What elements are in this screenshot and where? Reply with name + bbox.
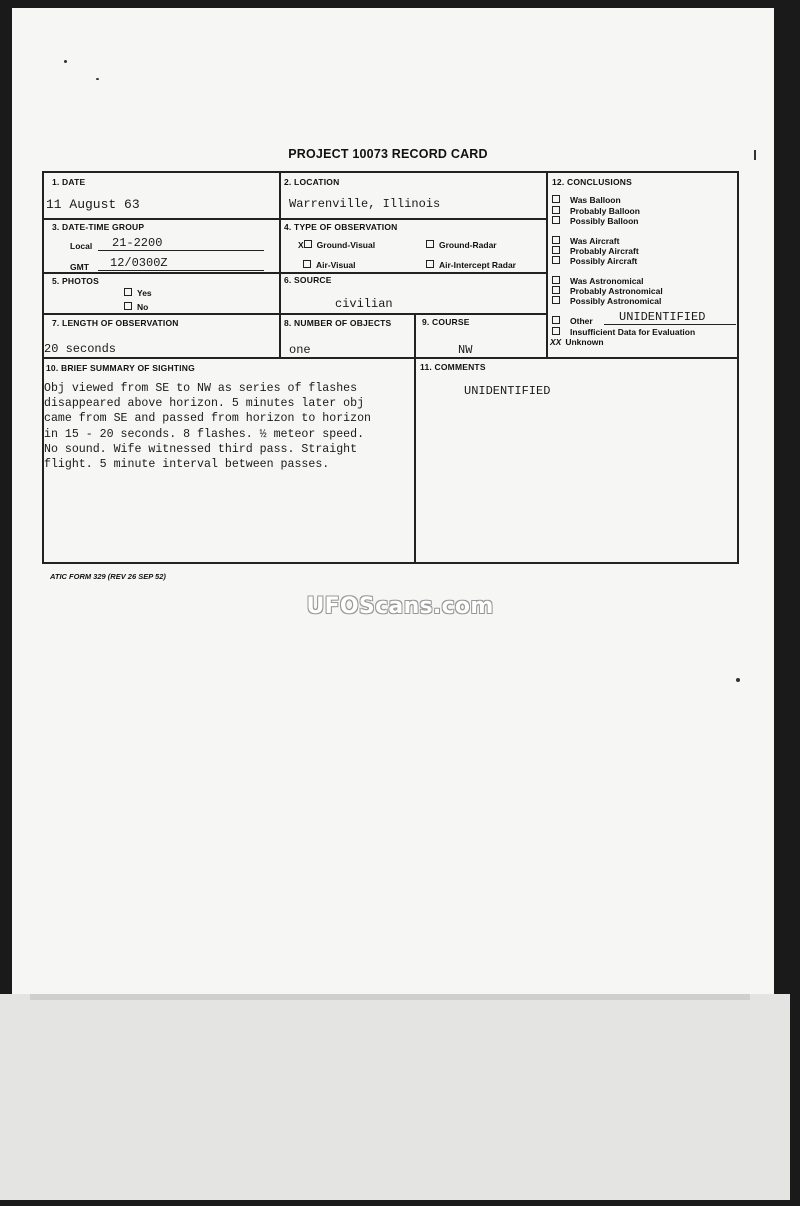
photos-label: 5. PHOTOS xyxy=(52,276,99,286)
checked-mark: XX xyxy=(550,337,562,347)
checkbox xyxy=(124,288,132,296)
divider xyxy=(43,357,738,359)
checkbox xyxy=(552,316,560,324)
checkbox xyxy=(552,216,560,224)
other-underline xyxy=(604,324,736,325)
course-value: NW xyxy=(458,343,473,357)
conclusion-probably-aircraft xyxy=(552,246,639,256)
location-value: Warrenville, Illinois xyxy=(289,197,441,211)
conclusion-probably-balloon xyxy=(552,206,640,216)
source-value: civilian xyxy=(335,297,393,311)
gmt-label: GMT xyxy=(70,262,89,272)
length-value: 20 seconds xyxy=(44,342,117,356)
air-visual-option xyxy=(303,260,356,270)
summary-line: came from SE and passed from horizon to horizon xyxy=(44,412,371,426)
checkbox xyxy=(303,260,311,268)
conclusion-was-astronomical xyxy=(552,276,644,286)
photos-no-label: No xyxy=(137,302,149,312)
conclusion-possibly-balloon xyxy=(552,216,639,226)
conclusion-label: Was Astronomical xyxy=(570,276,644,286)
location-label: 2. LOCATION xyxy=(284,177,340,187)
scan-speck xyxy=(96,78,99,80)
divider xyxy=(414,313,416,564)
ground-radar-option xyxy=(426,240,497,250)
number-of-objects-label: 8. NUMBER OF OBJECTS xyxy=(284,318,392,328)
conclusion-insufficient-data xyxy=(552,327,695,337)
conclusion-label: Was Balloon xyxy=(570,195,621,205)
insufficient-label: Insufficient Data for Evaluation xyxy=(570,327,696,337)
conclusion-probably-astronomical xyxy=(552,286,663,296)
divider xyxy=(43,313,547,315)
checkbox xyxy=(552,236,560,244)
photos-yes-option xyxy=(124,288,152,298)
course-label: 9. COURSE xyxy=(422,317,470,327)
scan-speck xyxy=(736,678,740,682)
checkbox xyxy=(552,206,560,214)
summary-line: disappeared above horizon. 5 minutes later obj xyxy=(44,397,365,411)
divider xyxy=(43,218,547,220)
local-underline xyxy=(98,250,264,251)
checkbox xyxy=(552,286,560,294)
summary-line: No sound. Wife witnessed third pass. Straight xyxy=(44,442,358,456)
divider xyxy=(279,172,281,358)
air-intercept-radar-option xyxy=(426,260,516,270)
conclusion-other xyxy=(552,316,593,326)
date-time-group-label: 3. DATE-TIME GROUP xyxy=(52,222,145,232)
conclusion-label: Was Aircraft xyxy=(570,236,620,246)
conclusion-label: Possibly Astronomical xyxy=(570,296,662,306)
date-value: 11 August 63 xyxy=(46,197,140,212)
checkbox xyxy=(552,296,560,304)
checkbox xyxy=(124,302,132,310)
conclusion-label: Possibly Balloon xyxy=(570,216,639,226)
ground-visual-option xyxy=(298,240,375,250)
watermark: UFOScans.com xyxy=(306,594,494,619)
date-label: 1. DATE xyxy=(52,177,86,187)
summary-line: flight. 5 minute interval between passes. xyxy=(44,458,330,472)
conclusion-label: Probably Balloon xyxy=(570,206,640,216)
checkbox xyxy=(304,240,312,248)
scan-speck xyxy=(64,60,67,63)
brief-summary-label: 10. BRIEF SUMMARY OF SIGHTING xyxy=(46,363,195,373)
comments-label: 11. COMMENTS xyxy=(420,362,486,372)
other-label: Other xyxy=(570,316,593,326)
air-visual-label: Air-Visual xyxy=(316,260,356,270)
ground-visual-label: Ground-Visual xyxy=(316,240,376,250)
source-label: 6. SOURCE xyxy=(284,275,332,285)
checkbox xyxy=(552,246,560,254)
photos-no-option xyxy=(124,302,148,312)
checkbox xyxy=(426,240,434,248)
conclusions-label: 12. CONCLUSIONS xyxy=(552,177,632,187)
checkbox xyxy=(426,260,434,268)
scan-speck xyxy=(754,150,756,160)
checked-mark: X xyxy=(298,240,304,250)
gmt-underline xyxy=(98,270,264,271)
conclusion-was-aircraft xyxy=(552,236,619,246)
air-intercept-radar-label: Air-Intercept Radar xyxy=(439,260,516,270)
ground-radar-label: Ground-Radar xyxy=(439,240,497,250)
length-label: 7. LENGTH OF OBSERVATION xyxy=(52,318,179,328)
form-number: ATIC FORM 329 (REV 26 SEP 52) xyxy=(50,572,166,581)
gmt-value: 12/0300Z xyxy=(110,256,168,270)
checkbox xyxy=(552,195,560,203)
local-value: 21-2200 xyxy=(112,236,163,250)
type-of-observation-label: 4. TYPE OF OBSERVATION xyxy=(284,222,398,232)
checkbox xyxy=(552,256,560,264)
checkbox xyxy=(552,276,560,284)
next-page-edge xyxy=(0,994,790,1200)
checkbox xyxy=(552,327,560,335)
divider xyxy=(546,172,548,358)
brief-summary-text xyxy=(44,381,414,472)
unknown-label: Unknown xyxy=(565,337,604,347)
conclusion-possibly-aircraft xyxy=(552,256,637,266)
other-value: UNIDENTIFIED xyxy=(619,310,706,324)
divider xyxy=(43,272,547,274)
number-of-objects-value: one xyxy=(289,343,311,357)
summary-line: in 15 - 20 seconds. 8 flashes. ½ meteor speed. xyxy=(44,427,365,441)
local-label: Local xyxy=(70,241,93,251)
conclusion-label: Probably Aircraft xyxy=(570,246,639,256)
photos-yes-label: Yes xyxy=(137,288,152,298)
comments-value: UNIDENTIFIED xyxy=(464,384,551,398)
conclusion-was-balloon xyxy=(552,195,621,205)
conclusion-label: Probably Astronomical xyxy=(570,286,663,296)
conclusion-possibly-astronomical xyxy=(552,296,661,306)
card-title: PROJECT 10073 RECORD CARD xyxy=(288,147,488,161)
summary-line: Obj viewed from SE to NW as series of flashes xyxy=(44,382,358,395)
conclusion-unknown xyxy=(550,337,604,347)
conclusion-label: Possibly Aircraft xyxy=(570,256,638,266)
